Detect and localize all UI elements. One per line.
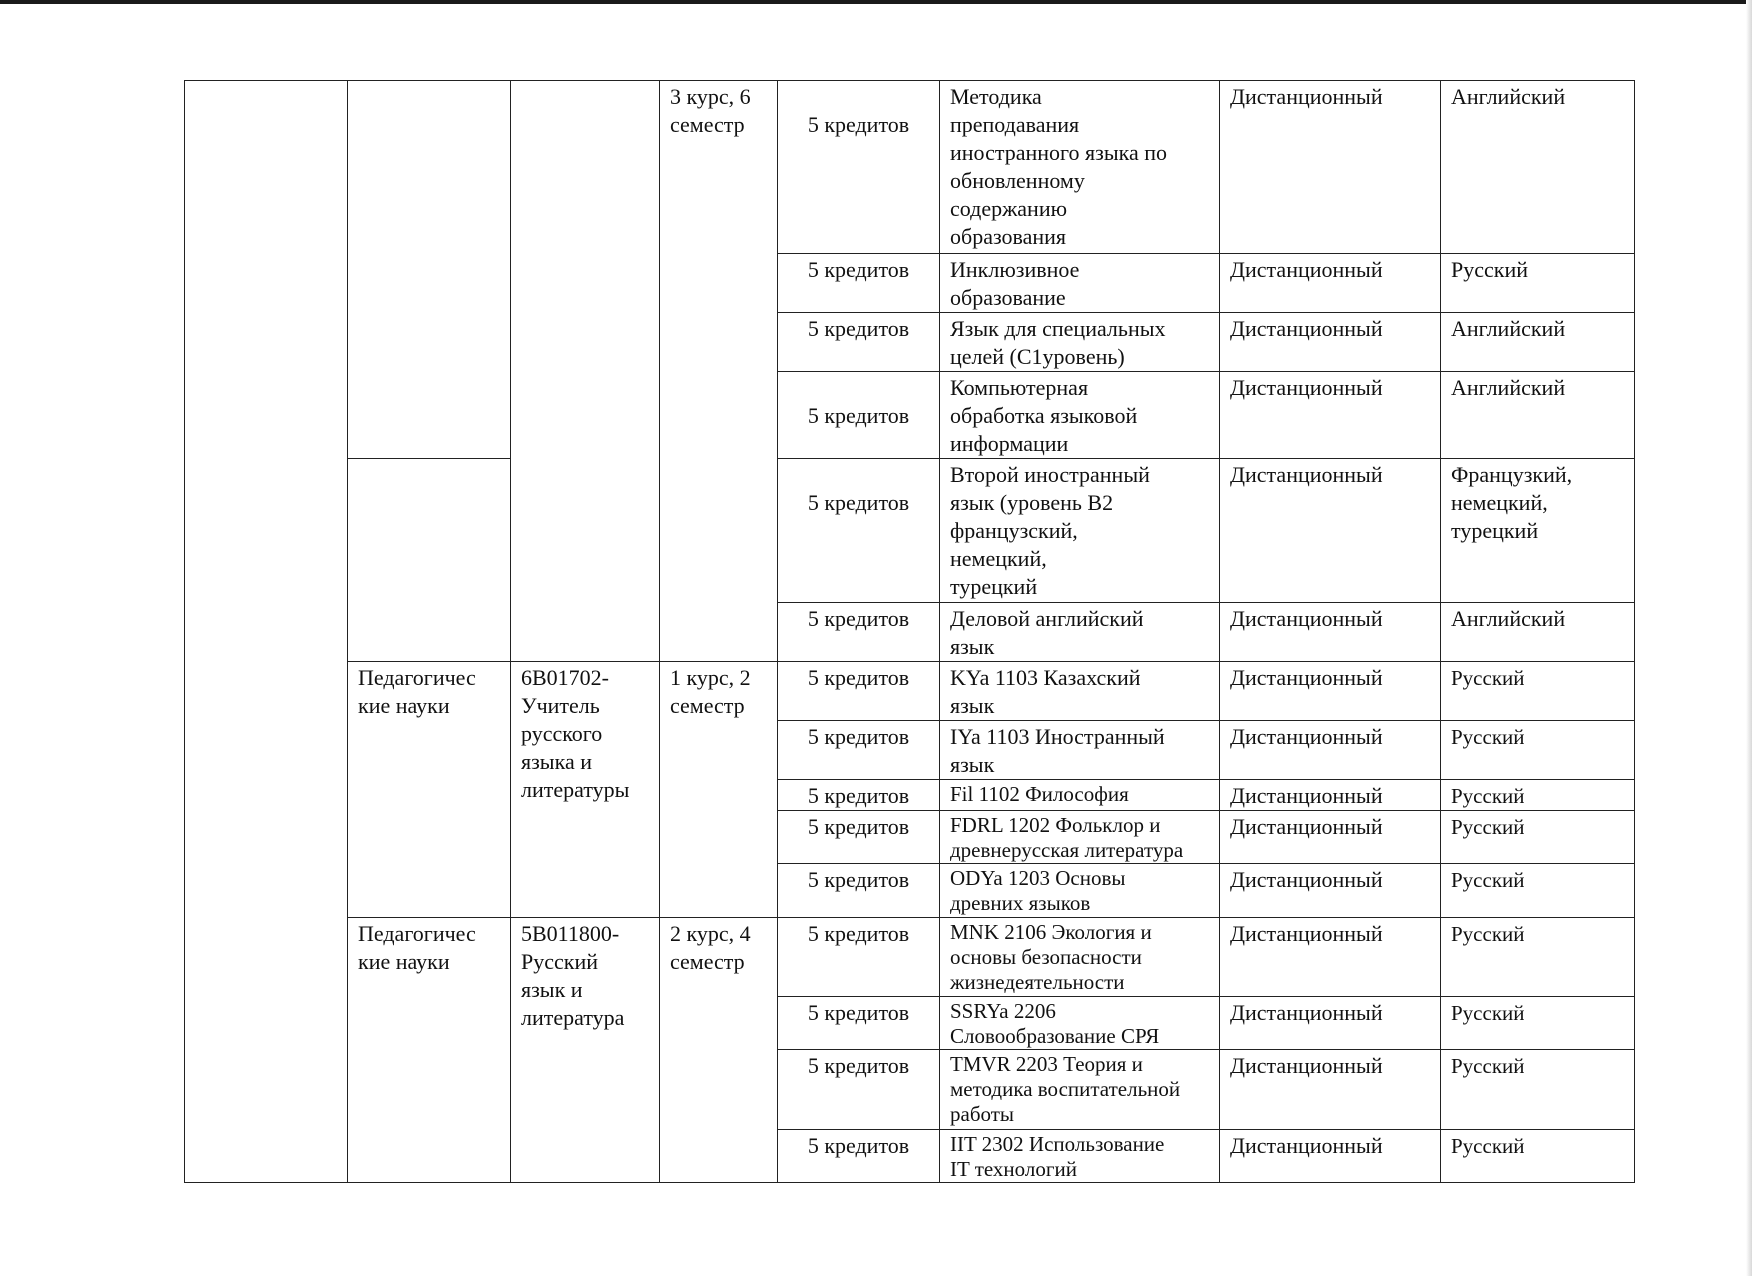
discipline-cell: Инклюзивное образование <box>940 254 1220 313</box>
discipline-cell: ODYa 1203 Основы древних языков <box>940 864 1220 918</box>
blank-cell-field-upper <box>348 81 511 459</box>
discipline-cell: TMVR 2203 Теория и методика воспитательной работы <box>940 1050 1220 1130</box>
table-row <box>185 81 1635 254</box>
language-cell: Английский <box>1441 313 1635 372</box>
credits-cell: 5 кредитов <box>778 811 940 864</box>
blank-cell-field-lower <box>348 459 511 662</box>
delivery-form-cell: Дистанционный <box>1220 721 1441 780</box>
credits-cell: 5 кредитов <box>778 918 940 997</box>
program-cell: 6В01702- Учитель русского языка и литературы <box>511 662 660 918</box>
delivery-form-cell: Дистанционный <box>1220 780 1441 811</box>
credits-cell: 5 кредитов <box>778 459 940 603</box>
discipline-cell: SSRYa 2206 Словообразование СРЯ <box>940 997 1220 1050</box>
delivery-form-cell: Дистанционный <box>1220 313 1441 372</box>
discipline-cell: Fil 1102 Философия <box>940 780 1220 811</box>
discipline-cell: Деловой английский язык <box>940 603 1220 662</box>
discipline-cell: Компьютерная обработка языковой информации <box>940 372 1220 459</box>
table-row <box>185 459 1635 603</box>
credits-cell: 5 кредитов <box>778 372 940 459</box>
discipline-cell: IYa 1103 Иностранный язык <box>940 721 1220 780</box>
delivery-form-cell: Дистанционный <box>1220 372 1441 459</box>
discipline-cell: Методика преподавания иностранного языка по обновленному содержанию образования <box>940 81 1220 254</box>
discipline-cell: Второй иностранный язык (уровень В2 французский, немецкий, турецкий <box>940 459 1220 603</box>
delivery-form-cell: Дистанционный <box>1220 864 1441 918</box>
credits-cell: 5 кредитов <box>778 1050 940 1130</box>
field-of-study-cell: Педагогичес кие науки <box>348 662 511 918</box>
language-cell: Русский <box>1441 864 1635 918</box>
credits-cell: 5 кредитов <box>778 313 940 372</box>
semester-cell: 1 курс, 2 семестр <box>660 662 778 918</box>
discipline-cell: KYa 1103 Казахский язык <box>940 662 1220 721</box>
credits-cell: 5 кредитов <box>778 721 940 780</box>
delivery-form-cell: Дистанционный <box>1220 603 1441 662</box>
courses-table <box>184 80 1635 1183</box>
delivery-form-cell: Дистанционный <box>1220 997 1441 1050</box>
table-row <box>185 918 1635 997</box>
program-cell: 5В011800- Русский язык и литература <box>511 918 660 1183</box>
language-cell: Английский <box>1441 372 1635 459</box>
credits-cell: 5 кредитов <box>778 997 940 1050</box>
delivery-form-cell: Дистанционный <box>1220 662 1441 721</box>
language-cell: Русский <box>1441 780 1635 811</box>
delivery-form-cell: Дистанционный <box>1220 81 1441 254</box>
credits-cell: 5 кредитов <box>778 81 940 254</box>
blank-cell-first-column <box>185 81 348 1183</box>
field-of-study-cell: Педагогичес кие науки <box>348 918 511 1183</box>
credits-cell: 5 кредитов <box>778 662 940 721</box>
table-row <box>185 662 1635 721</box>
language-cell: Русский <box>1441 254 1635 313</box>
credits-cell: 5 кредитов <box>778 864 940 918</box>
discipline-cell: MNK 2106 Экология и основы безопасности жизнедеятельности <box>940 918 1220 997</box>
semester-cell: 3 курс, 6 семестр <box>660 81 778 662</box>
language-cell: Английский <box>1441 603 1635 662</box>
language-cell: Русский <box>1441 918 1635 997</box>
credits-cell: 5 кредитов <box>778 254 940 313</box>
language-cell: Русский <box>1441 1130 1635 1183</box>
scan-edge-right <box>1746 0 1752 1276</box>
delivery-form-cell: Дистанционный <box>1220 1050 1441 1130</box>
language-cell: Английский <box>1441 81 1635 254</box>
language-cell: Русский <box>1441 662 1635 721</box>
language-cell: Русский <box>1441 811 1635 864</box>
language-cell: Русский <box>1441 997 1635 1050</box>
credits-cell: 5 кредитов <box>778 603 940 662</box>
credits-cell: 5 кредитов <box>778 1130 940 1183</box>
delivery-form-cell: Дистанционный <box>1220 459 1441 603</box>
language-cell: Русский <box>1441 1050 1635 1130</box>
discipline-cell: FDRL 1202 Фольклор и древнерусская литература <box>940 811 1220 864</box>
delivery-form-cell: Дистанционный <box>1220 1130 1441 1183</box>
discipline-cell: Язык для специальных целей (С1уровень) <box>940 313 1220 372</box>
language-cell: Французкий, немецкий, турецкий <box>1441 459 1635 603</box>
semester-cell: 2 курс, 4 семестр <box>660 918 778 1183</box>
delivery-form-cell: Дистанционный <box>1220 811 1441 864</box>
delivery-form-cell: Дистанционный <box>1220 254 1441 313</box>
discipline-cell: IIT 2302 Использование IT технологий <box>940 1130 1220 1183</box>
delivery-form-cell: Дистанционный <box>1220 918 1441 997</box>
scan-edge-top <box>0 0 1752 4</box>
blank-cell-program <box>511 81 660 662</box>
language-cell: Русский <box>1441 721 1635 780</box>
credits-cell: 5 кредитов <box>778 780 940 811</box>
